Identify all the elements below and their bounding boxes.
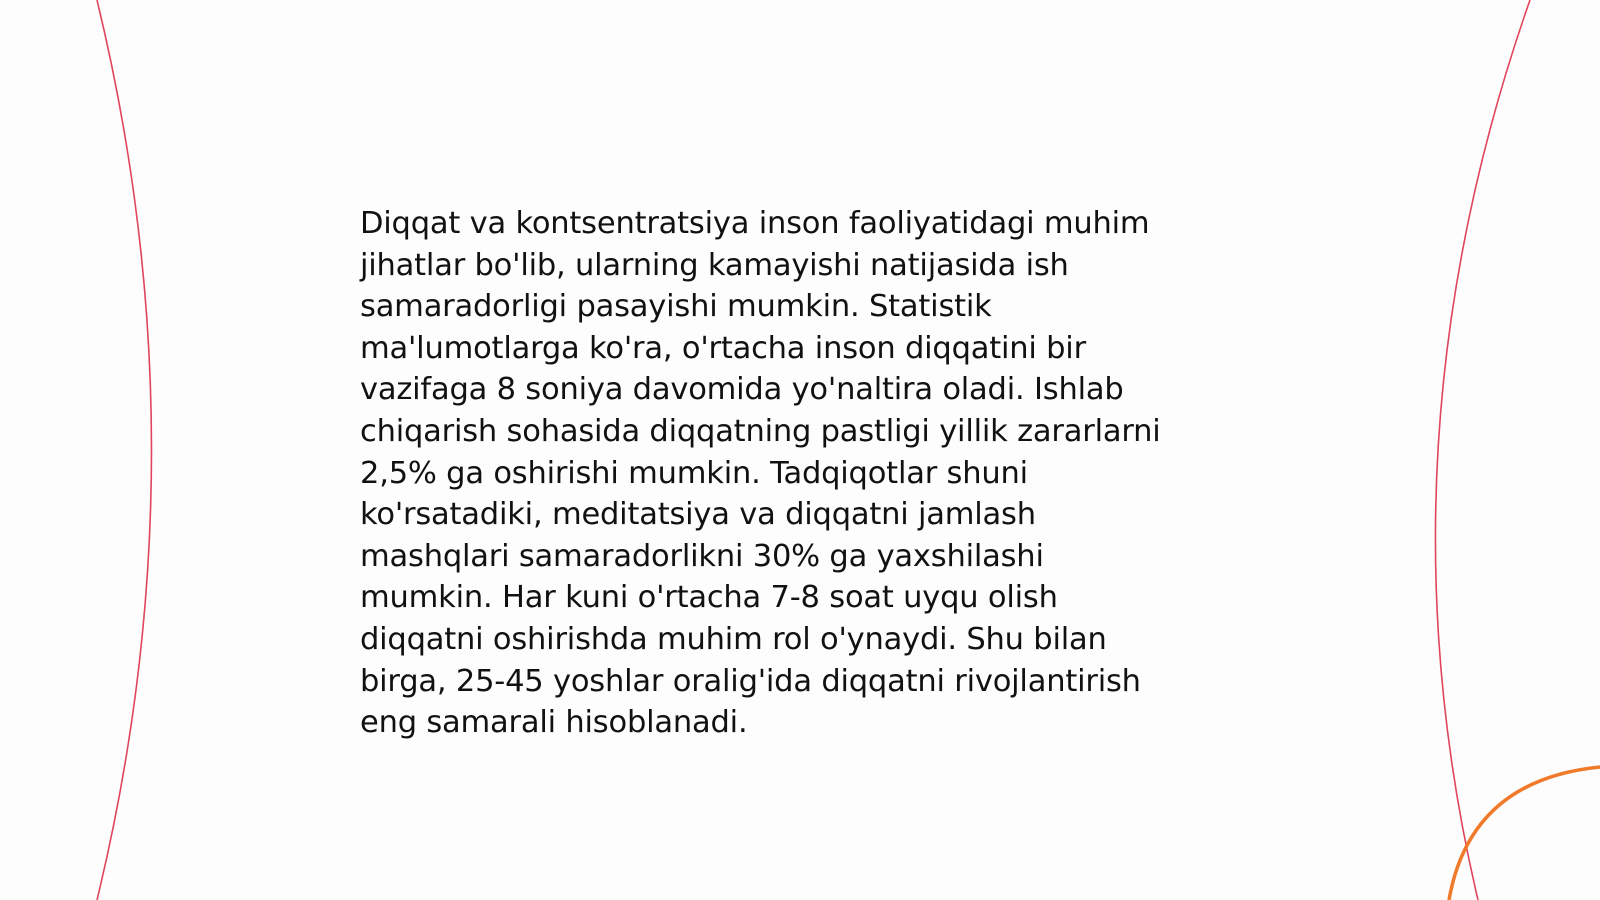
left-curve-line <box>97 0 152 900</box>
right-curve-line <box>1435 0 1530 900</box>
body-line: jihatlar bo'lib, ularning kamayishi natijasida ish <box>360 247 1069 283</box>
body-line: diqqatni oshirishda muhim rol o'ynaydi. Shu bilan <box>360 621 1107 657</box>
body-line: ma'lumotlarga ko'ra, o'rtacha inson diqqatini bir <box>360 330 1086 366</box>
body-line: birga, 25-45 yoshlar oralig'ida diqqatni rivojlantirish <box>360 663 1141 699</box>
orange-arc <box>1449 767 1600 900</box>
body-line: mashqlari samaradorlikni 30% ga yaxshilashi <box>360 538 1044 574</box>
body-line: samaradorligi pasayishi mumkin. Statistik <box>360 289 992 325</box>
body-line: ko'rsatadiki, meditatsiya va diqqatni jamlash <box>360 497 1036 533</box>
body-paragraph <box>360 203 1240 744</box>
body-line: Diqqat va kontsentratsiya inson faoliyatidagi muhim <box>360 206 1150 241</box>
body-line: 2,5% ga oshirishi mumkin. Tadqiqotlar shuni <box>360 455 1028 491</box>
body-line: vazifaga 8 soniya davomida yo'naltira oladi. Ishlab <box>360 372 1124 408</box>
body-line: chiqarish sohasida diqqatning pastligi yillik zararlarni <box>360 413 1161 449</box>
body-line: eng samarali hisoblanadi. <box>360 705 748 741</box>
body-line: mumkin. Har kuni o'rtacha 7-8 soat uyqu olish <box>360 580 1058 616</box>
